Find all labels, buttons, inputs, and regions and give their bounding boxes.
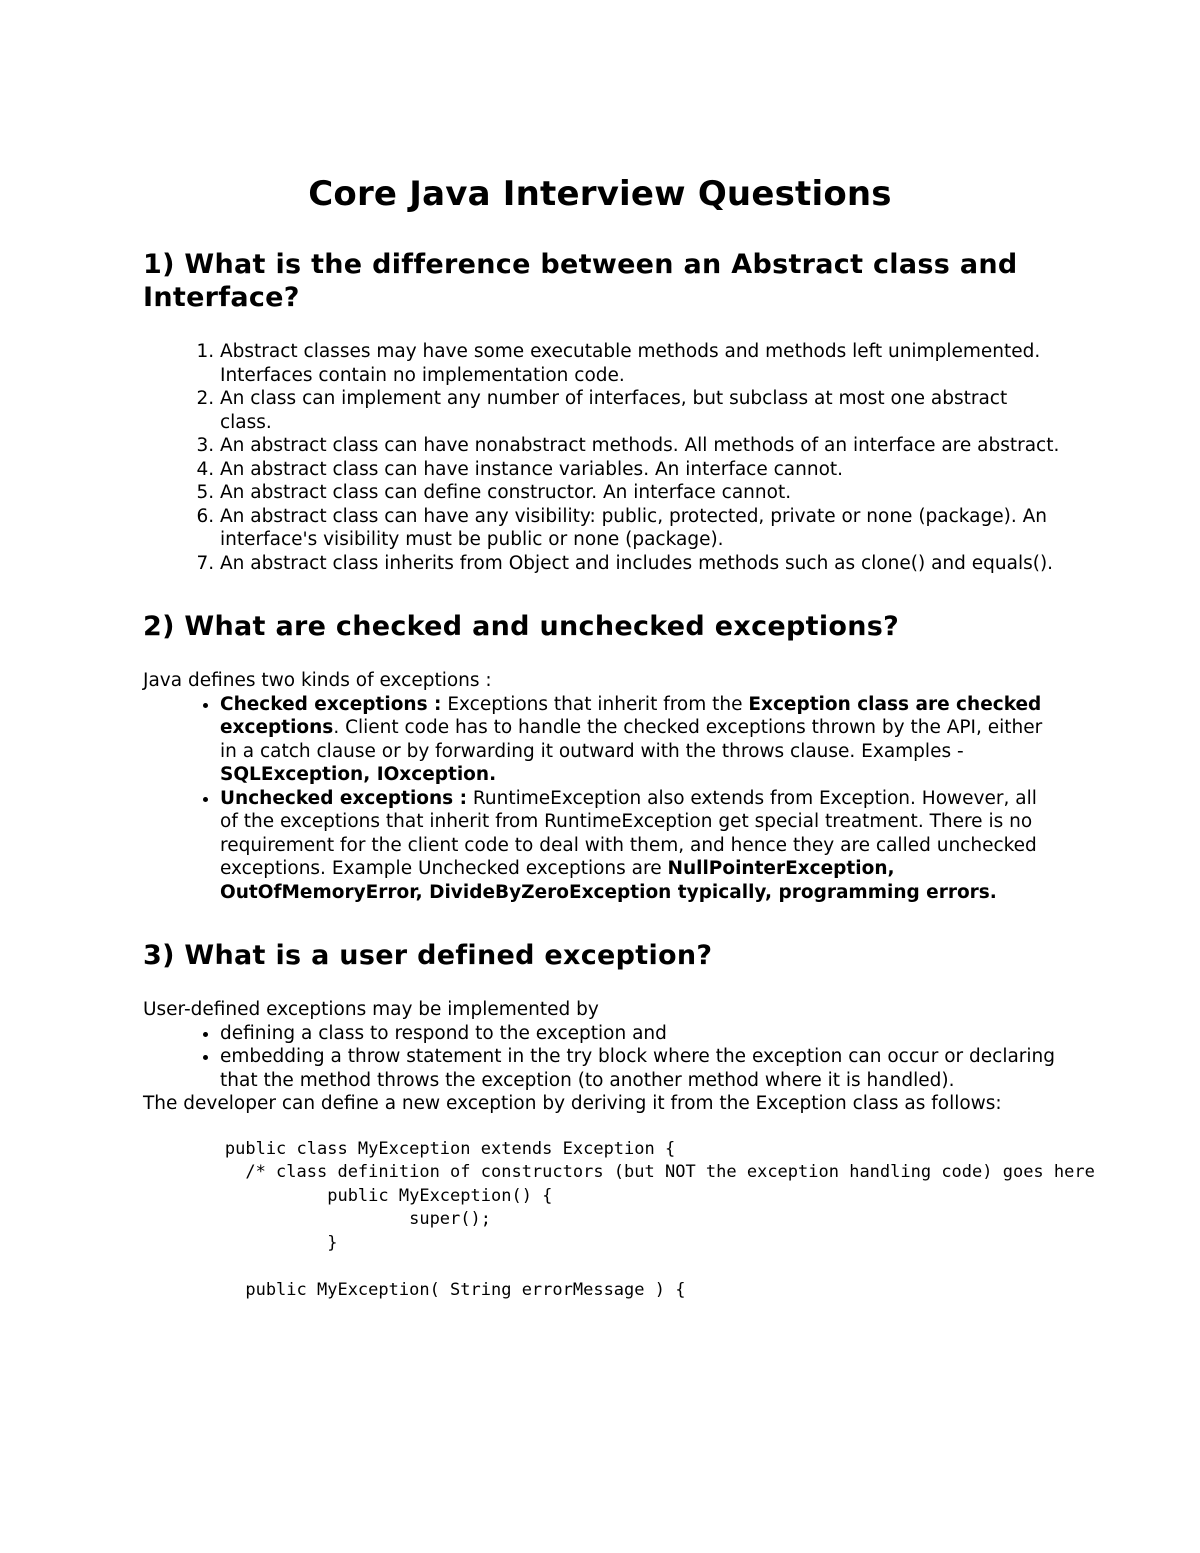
list-item: 3. An abstract class can have nonabstract methods. All methods of an interface are abstract. <box>220 434 1060 458</box>
question-3 <box>143 939 1200 1302</box>
checked-bold-1: Exception class are checked exceptions <box>220 693 1042 738</box>
question-3-intro: User-defined exceptions may be implemented by <box>143 999 599 1020</box>
question-1-answer-list <box>143 340 1060 575</box>
unchecked-text-1: RuntimeException also extends from Exception. However, all of the exceptions that inherit from RuntimeException get special treatment. There is no requirement for the client code to deal with them, and hence they are called unchecked exceptions. Example Unchecked exceptions are <box>220 787 1037 879</box>
checked-text-1: Exceptions that inherit from the <box>441 693 749 715</box>
checked-term: Checked exceptions : <box>220 693 442 715</box>
list-item: • defining a class to respond to the exception and <box>220 1022 1060 1046</box>
list-item: 5. An abstract class can define constructor. An interface cannot. <box>220 481 1060 505</box>
question-1 <box>143 248 1200 575</box>
question-2-bullet-list <box>143 693 1060 905</box>
list-item: 2. An class can implement any number of interfaces, but subclass at most one abstract class. <box>220 387 1060 434</box>
checked-bold-2: SQLException, IOxception. <box>220 764 497 785</box>
code-line: public MyException( String errorMessage ) { <box>143 1279 686 1300</box>
list-item: 4. An abstract class can have instance variables. An interface cannot. <box>220 458 1060 482</box>
list-item: 1. Abstract classes may have some executable methods and methods left unimplemented. Interfaces contain no implementation code. <box>220 340 1060 387</box>
page-title: Core Java Interview Questions <box>308 174 892 214</box>
question-2-intro: Java defines two kinds of exceptions : <box>143 670 492 691</box>
checked-text-2: . Client code has to handle the checked exceptions thrown by the API, either in a catch clause or by forwarding it outward with the throws clause. Examples - <box>220 717 1043 762</box>
list-item: • embedding a throw statement in the try block where the exception can occur or declaring that the method throws the exception (to another method where it is handled). <box>220 1045 1060 1092</box>
question-3-outro: The developer can define a new exception by deriving it from the Exception class as follows: <box>143 1093 1002 1114</box>
list-item: 6. An abstract class can have any visibility: public, protected, private or none (package). An interface's visibility must be public or none (package). <box>220 505 1060 552</box>
question-2-heading: 2) What are checked and unchecked exceptions? <box>143 611 900 642</box>
question-2 <box>143 610 1200 904</box>
unchecked-bold-1: NullPointerException, OutOfMemoryError, DivideByZeroException typically, programming errors. <box>220 858 997 903</box>
question-3-heading: 3) What is a user defined exception? <box>143 940 713 971</box>
code-line: /* class definition of constructors (but NOT the exception handling code) goes here <box>143 1162 1095 1182</box>
list-item <box>220 693 1060 787</box>
code-line: public MyException() { <box>143 1185 553 1206</box>
code-line: } <box>143 1232 338 1253</box>
question-3-bullet-list <box>143 1022 1060 1093</box>
list-item: 7. An abstract class inherits from Object and includes methods such as clone() and equals(). <box>220 552 1060 576</box>
document-page <box>143 170 1200 1302</box>
list-item <box>220 787 1060 905</box>
code-block <box>143 1138 1200 1303</box>
unchecked-term: Unchecked exceptions : <box>220 787 468 809</box>
question-1-heading: 1) What is the difference between an Abstract class and Interface? <box>143 249 1018 313</box>
code-line: public class MyException extends Exception { <box>143 1138 676 1159</box>
code-line: super(); <box>143 1209 491 1229</box>
